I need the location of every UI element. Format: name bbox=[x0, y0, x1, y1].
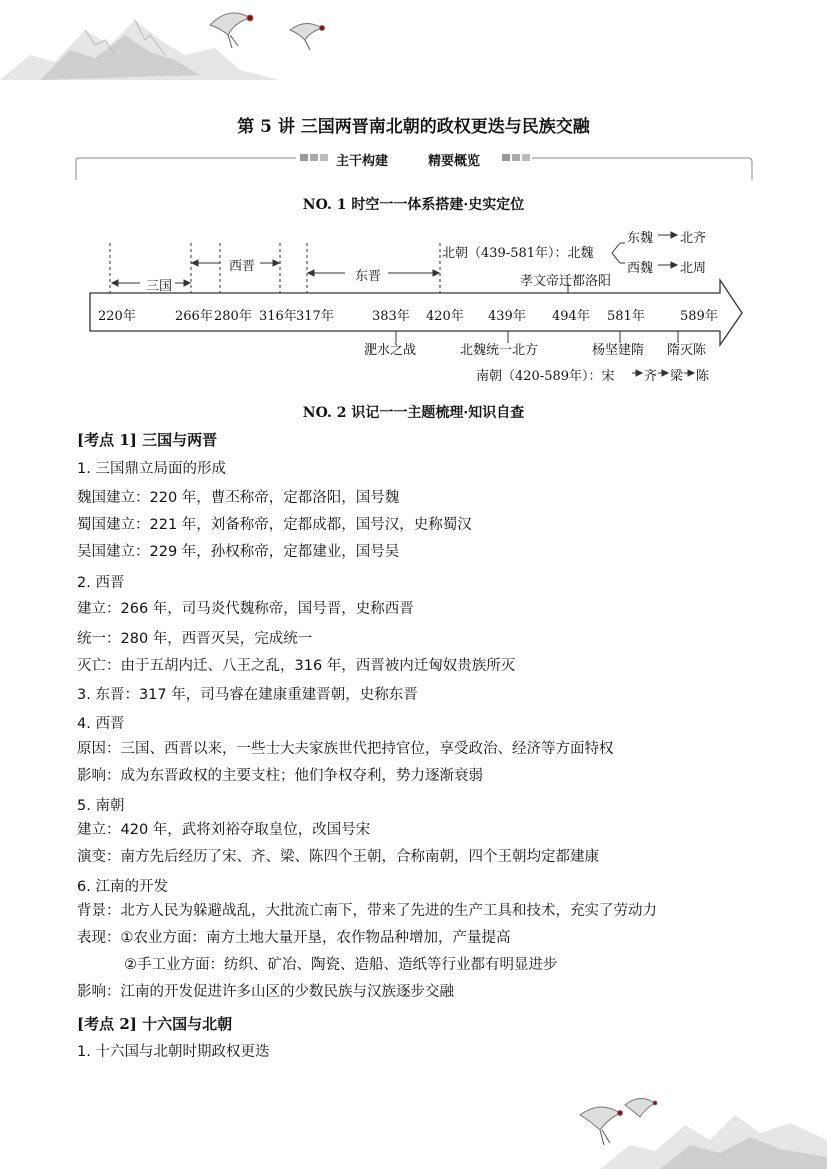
content-line: 4. 西晋 bbox=[77, 716, 125, 732]
content-line: 原因：三国、西晋以来，一些士大夫家族世代把持官位，享受政治、经济等方面特权 bbox=[77, 741, 614, 757]
crane-icon bbox=[290, 23, 325, 50]
kaodian-1-heading: [考点 1] 三国与两晋 bbox=[77, 431, 218, 449]
content-line: 影响：江南的开发促进许多山区的少数民族与汉族逐步交融 bbox=[77, 984, 454, 1000]
content-line: 5. 南朝 bbox=[77, 798, 125, 814]
content-line: 蜀国建立：221 年，刘备称帝，定都成都，国号汉，史称蜀汉 bbox=[77, 517, 472, 533]
period-dongjin: 东晋 bbox=[355, 269, 382, 284]
beiqi-label: 北齐 bbox=[680, 231, 707, 246]
suimiechen-label: 隋灭陈 bbox=[667, 343, 707, 358]
content-line: 表现：①农业方面：南方土地大量开垦，农作物品种增加，产量提高 bbox=[77, 930, 511, 946]
nanchao-label: 南朝（420-589年）：宋 bbox=[476, 369, 615, 384]
nanchao-liang: 梁 bbox=[670, 369, 684, 384]
section-1-title: NO. 1 时空一一体系搭建·史实定位 bbox=[302, 197, 525, 213]
content-line: ②手工业方面：纺织、矿冶、陶瓷、造船、造纸等行业都有明显进步 bbox=[124, 957, 558, 973]
content-line: 影响：成为东晋政权的主要支柱；他们争权夺利，势力逐渐衰弱 bbox=[77, 768, 483, 784]
content-line: 建立：420 年，武将刘裕夺取皇位，改国号宋 bbox=[77, 822, 371, 838]
dongwei-label: 东魏 bbox=[627, 231, 654, 246]
year-label: 589年 bbox=[680, 309, 718, 324]
beizhou-label: 北周 bbox=[680, 261, 707, 276]
year-label: 316年 bbox=[259, 309, 297, 324]
content-line: 魏国建立：220 年，曹丕称帝，定都洛阳，国号魏 bbox=[77, 490, 400, 506]
year-label: 280年 bbox=[214, 309, 252, 324]
year-label: 220年 bbox=[98, 309, 136, 324]
section-banner-frame bbox=[74, 150, 754, 186]
section-2-title: NO. 2 识记一一主题梳理·知识自查 bbox=[302, 405, 525, 421]
year-label: 420年 bbox=[426, 309, 464, 324]
content-line: 建立：266 年，司马炎代魏称帝，国号晋，史称西晋 bbox=[77, 601, 414, 617]
content-line: 统一：280 年，西晋灭吴，完成统一 bbox=[77, 631, 313, 647]
yangjian-label: 杨坚建隋 bbox=[592, 343, 645, 358]
banner-left-label: 主干构建 bbox=[336, 154, 389, 169]
year-label: 494年 bbox=[552, 309, 590, 324]
kaodian-2-heading: [考点 2] 十六国与北朝 bbox=[77, 1015, 233, 1033]
mountain-crane-decoration-top bbox=[0, 0, 380, 90]
mountain-crane-decoration-bottom bbox=[560, 1085, 827, 1169]
year-label: 581年 bbox=[607, 309, 645, 324]
content-line: 灭亡：由于五胡内迁、八王之乱，316 年，西晋被内迁匈奴贵族所灭 bbox=[77, 658, 516, 674]
banner-right-label: 精要概览 bbox=[428, 154, 481, 169]
year-label: 266年 bbox=[175, 309, 213, 324]
period-sanguo: 三国 bbox=[146, 279, 173, 294]
nanchao-chen: 陈 bbox=[696, 369, 710, 384]
content-line: 2. 西晋 bbox=[77, 575, 125, 591]
feishui-label: 淝水之战 bbox=[364, 343, 417, 358]
year-label: 383年 bbox=[372, 309, 410, 324]
period-xijin: 西晋 bbox=[229, 259, 256, 274]
xiaowen-label: 孝文帝迁都洛阳 bbox=[520, 274, 612, 289]
content-line: 1. 三国鼎立局面的形成 bbox=[77, 461, 226, 477]
beichao-label: 北朝（439-581年）：北魏 bbox=[442, 246, 594, 261]
content-line: 3. 东晋：317 年，司马睿在建康重建晋朝，史称东晋 bbox=[77, 687, 418, 703]
xiwei-label: 西魏 bbox=[627, 261, 654, 276]
content-line: 演变：南方先后经历了宋、齐、梁、陈四个王朝，合称南朝，四个王朝均定都建康 bbox=[77, 849, 599, 865]
content-line: 吴国建立：229 年，孙权称帝，定都建业，国号吴 bbox=[77, 544, 400, 560]
page-title: 第 5 讲 三国两晋南北朝的政权更迭与民族交融 bbox=[237, 117, 590, 137]
beiwei-unify-label: 北魏统一北方 bbox=[460, 343, 539, 358]
crane-icon bbox=[210, 13, 253, 48]
content-line: 6. 江南的开发 bbox=[77, 879, 168, 895]
crane-icon bbox=[625, 1098, 657, 1117]
nanchao-qi: 齐 bbox=[644, 369, 658, 384]
year-label: 439年 bbox=[488, 309, 526, 324]
crane-icon bbox=[580, 1107, 623, 1145]
content-line: 背景：北方人民为躲避战乱，大批流亡南下，带来了先进的生产工具和技术，充实了劳动力 bbox=[77, 903, 657, 919]
content-line: 1. 十六国与北朝时期政权更迭 bbox=[77, 1044, 270, 1060]
year-label: 317年 bbox=[296, 309, 334, 324]
